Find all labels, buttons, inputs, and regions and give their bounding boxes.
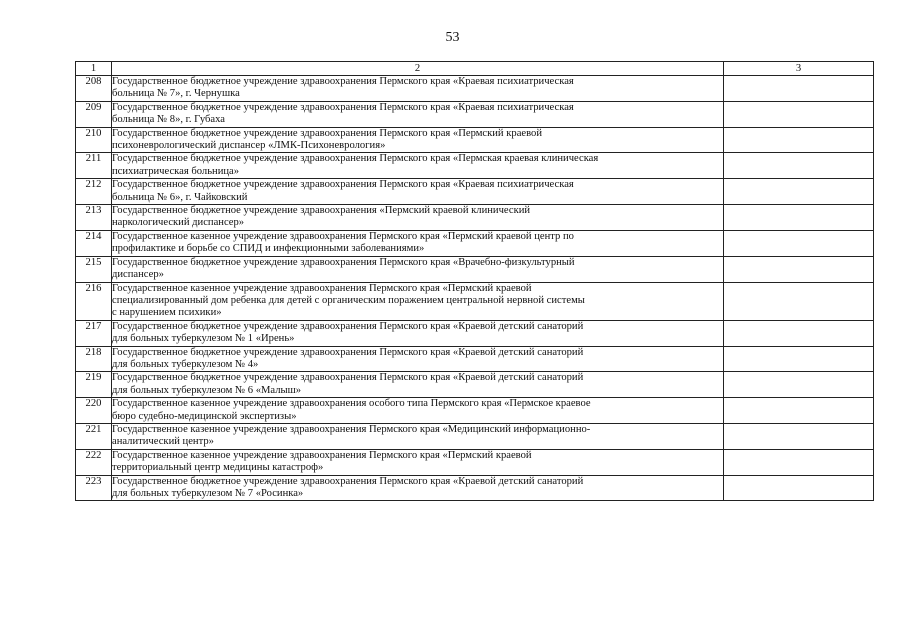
row-value xyxy=(724,320,874,346)
row-number: 208 xyxy=(76,76,112,102)
institution-name: Государственное бюджетное учреждение здравоохранения «Пермский краевой клинический наркологический диспансер» xyxy=(112,205,724,231)
institution-name: Государственное бюджетное учреждение здравоохранения Пермского края «Краевая психиатрическая больница № 6», г. Чайковский xyxy=(112,179,724,205)
institution-name: Государственное бюджетное учреждение здравоохранения Пермского края «Краевой детский санаторий для больных туберкулезом № 6 «Малыш» xyxy=(112,372,724,398)
table-row xyxy=(76,320,874,346)
institution-name: Государственное казенное учреждение здравоохранения Пермского края «Пермский краевой центр по профилактике и борьбе со СПИД и инфекционными заболеваниями» xyxy=(112,230,724,256)
table-row xyxy=(76,449,874,475)
header-row xyxy=(76,62,874,76)
row-number: 213 xyxy=(76,205,112,231)
row-value xyxy=(724,101,874,127)
row-number: 215 xyxy=(76,256,112,282)
row-number: 220 xyxy=(76,398,112,424)
table-row xyxy=(76,475,874,501)
row-value xyxy=(724,230,874,256)
row-number: 218 xyxy=(76,346,112,372)
row-number: 216 xyxy=(76,282,112,320)
row-number: 211 xyxy=(76,153,112,179)
column-header-value: 3 xyxy=(724,62,874,76)
institution-name: Государственное бюджетное учреждение здравоохранения Пермского края «Краевой детский санаторий для больных туберкулезом № 7 «Росинка» xyxy=(112,475,724,501)
table-row xyxy=(76,76,874,102)
row-value xyxy=(724,372,874,398)
table-row xyxy=(76,346,874,372)
column-header-number: 1 xyxy=(76,62,112,76)
row-value xyxy=(724,256,874,282)
row-number: 221 xyxy=(76,423,112,449)
row-value xyxy=(724,179,874,205)
institution-name: Государственное казенное учреждение здравоохранения Пермского края «Пермский краевой территориальный центр медицины катастроф» xyxy=(112,449,724,475)
row-number: 219 xyxy=(76,372,112,398)
institution-name: Государственное бюджетное учреждение здравоохранения Пермского края «Краевая психиатрическая больница № 8», г. Губаха xyxy=(112,101,724,127)
row-number: 212 xyxy=(76,179,112,205)
institution-name: Государственное казенное учреждение здравоохранения Пермского края «Медицинский информационно- аналитический центр» xyxy=(112,423,724,449)
table-row xyxy=(76,101,874,127)
table-row xyxy=(76,372,874,398)
row-value xyxy=(724,127,874,153)
institutions-table xyxy=(75,61,874,501)
row-number: 209 xyxy=(76,101,112,127)
table-row xyxy=(76,127,874,153)
row-value xyxy=(724,76,874,102)
table-row xyxy=(76,205,874,231)
row-number: 217 xyxy=(76,320,112,346)
row-value xyxy=(724,475,874,501)
row-number: 214 xyxy=(76,230,112,256)
row-value xyxy=(724,282,874,320)
table-body xyxy=(76,76,874,501)
institution-name: Государственное бюджетное учреждение здравоохранения Пермского края «Краевой детский санаторий для больных туберкулезом № 4» xyxy=(112,346,724,372)
institution-name: Государственное бюджетное учреждение здравоохранения Пермского края «Краевой детский санаторий для больных туберкулезом № 1 «Ирень» xyxy=(112,320,724,346)
institution-name: Государственное казенное учреждение здравоохранения особого типа Пермского края «Пермское краевое бюро судебно-медицинской экспертизы» xyxy=(112,398,724,424)
table-row xyxy=(76,230,874,256)
institution-name: Государственное бюджетное учреждение здравоохранения Пермского края «Краевая психиатрическая больница № 7», г. Чернушка xyxy=(112,76,724,102)
table-row xyxy=(76,153,874,179)
row-value xyxy=(724,449,874,475)
table-row xyxy=(76,423,874,449)
row-number: 222 xyxy=(76,449,112,475)
row-value xyxy=(724,398,874,424)
table-row xyxy=(76,179,874,205)
page-number: 53 xyxy=(445,30,460,45)
table-row xyxy=(76,256,874,282)
institution-name: Государственное бюджетное учреждение здравоохранения Пермского края «Пермский краевой психоневрологический диспансер «ЛМК-Психоневрология» xyxy=(112,127,724,153)
institution-name: Государственное казенное учреждение здравоохранения Пермского края «Пермский краевой специализированный дом ребенка для детей с органическим поражением центральной нервной системы с нарушением психики» xyxy=(112,282,724,320)
row-value xyxy=(724,205,874,231)
row-value xyxy=(724,423,874,449)
row-value xyxy=(724,346,874,372)
table-row xyxy=(76,398,874,424)
row-number: 223 xyxy=(76,475,112,501)
institution-name: Государственное бюджетное учреждение здравоохранения Пермского края «Врачебно-физкультурный диспансер» xyxy=(112,256,724,282)
table-header xyxy=(76,62,874,76)
row-number: 210 xyxy=(76,127,112,153)
table-row xyxy=(76,282,874,320)
row-value xyxy=(724,153,874,179)
institution-name: Государственное бюджетное учреждение здравоохранения Пермского края «Пермская краевая клиническая психиатрическая больница» xyxy=(112,153,724,179)
column-header-name: 2 xyxy=(112,62,724,76)
